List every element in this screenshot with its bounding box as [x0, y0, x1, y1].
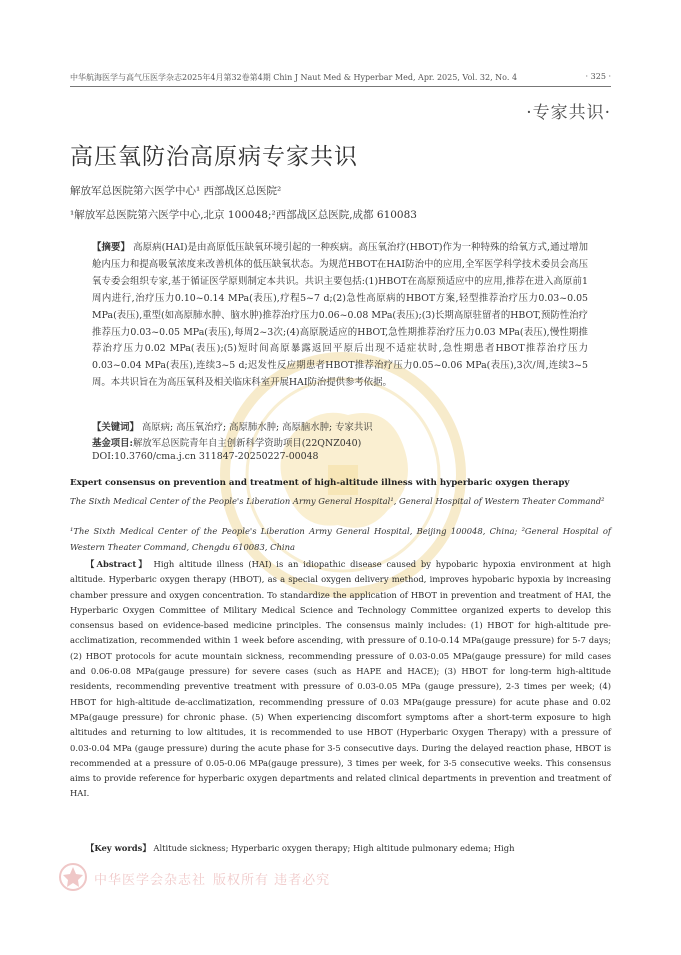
copyright-notice: 版权所有 违者必究: [213, 873, 331, 888]
keywords-en-label: 【Key words】: [86, 843, 151, 853]
keywords-en-text: Altitude sickness; Hyperbaric oxygen therapy; High altitude pulmonary edema; High: [150, 843, 515, 853]
fund-cn-text: 解放军总医院青年自主创新科学资助项目(22QNZ040): [132, 438, 362, 449]
fund-cn: [92, 435, 592, 449]
section-label: ·专家共识·: [526, 103, 611, 123]
doi: DOI:10.3760/cma.j.cn 311847-20250227-00048: [92, 451, 319, 462]
affiliation-cn: ¹解放军总医院第六医学中心,北京 100048;²西部战区总医院,成都 610083: [70, 209, 417, 221]
fund-cn-label: 基金项目:: [92, 438, 133, 449]
authors-en: The Sixth Medical Center of the People's Liberation Army General Hospital¹, General Hospital of Western Theater Command²: [70, 496, 605, 506]
keywords-cn-label: 【关键词】: [92, 422, 139, 433]
abstract-cn-text: 高原病(HAI)是由高原低压缺氧环境引起的一种疾病。高压氧治疗(HBOT)作为一种特殊的给氧方式,通过增加舱内压力和提高吸氧浓度来改善机体的低压缺氧状态。为规范HBOT在HAI防治中的应用,全军医学科学技术委员会高压氧专委会组织专家,基于循证医学原则制定本共识。共识主要包括:(1)HBOT在高原预适应中的应用,推荐在进入高原前1周内进行,治疗压力0.10~0.14 MPa(表压),疗程5~7 d;(2)急性高原病的HBOT方案,轻型推荐治疗压力0.03~0.05 MPa(表压),重型(如高原肺水肿、脑水肿)推荐治疗压力0.06~0.08 MPa(表压);(3)长期高原驻留者的HBOT,预防性治疗推荐压力0.03~0.05 MPa(表压),每周2~3次;(4)高原脱适应的HBOT,急性期推荐治疗压力0.03 MPa(表压),慢性期推荐治疗压力0.02 MPa(表压);(5)短时间高原暴露返回平原后出现不适症状时,急性期患者HBOT推荐治疗压力0.03~0.04 MPa(表压),连续3~5 d;迟发性反应期患者HBOT推荐治疗压力0.05~0.06 MPa(表压),3次/周,连续3~5周。本共识旨在为高压氧科及相关临床科室开展HAI防治提供参考依据。: [92, 242, 588, 389]
keywords-cn-text: 高原病; 高压氧治疗; 高原肺水肿; 高原脑水肿; 专家共识: [138, 422, 373, 433]
header-divider: [70, 86, 611, 87]
abstract-en: [70, 557, 611, 802]
authors-cn: 解放军总医院第六医学中心¹ 西部战区总医院²: [70, 185, 282, 197]
abstract-cn-label: 【摘要】: [92, 242, 130, 253]
keywords-cn: [92, 419, 592, 433]
publisher-name: 中华医学会杂志社: [94, 873, 207, 888]
abstract-en-label: 【Abstract】: [86, 559, 149, 569]
journal-citation: 中华航海医学与高气压医学杂志2025年4月第32卷第4期 Chin J Naut Med & Hyperbar Med, Apr. 2025, Vol. 32, No. 4: [70, 73, 518, 82]
article-title: 高压氧防治高原病专家共识: [70, 144, 358, 170]
abstract-cn: [92, 240, 588, 392]
page-number: · 325 ·: [585, 72, 611, 81]
publisher-logo: [58, 858, 418, 904]
publisher-emblem-icon: [58, 862, 88, 892]
keywords-en: [86, 842, 616, 854]
affiliation-en: ¹The Sixth Medical Center of the People's Liberation Army General Hospital, Beijing 100048, China; ²General Hospital of Western Theater Command, Chengdu 610083, China: [70, 526, 611, 552]
article-title-en: Expert consensus on prevention and treatment of high-altitude illness with hyperbaric oxygen therapy: [70, 478, 570, 488]
abstract-en-text: High altitude illness (HAI) is an idiopathic disease caused by hypobaric hypoxia environment at high altitude. Hyperbaric oxygen therapy (HBOT), as a special oxygen delivery method, improves hypobaric hypoxia by increasing chamber pressure and oxygen concentration. To standardize the application of HBOT in prevention and treatment of HAI, the Hyperbaric Oxygen Committee of Military Medical Science and Technology Committee organized experts to develop this consensus based on evidence-based medicine principles. The consensus mainly includes: (1) HBOT for high-altitude pre-acclimatization, recommended within 1 week before ascending, with pressure of 0.10-0.14 MPa(gauge pressure) for 5-7 days; (2) HBOT protocols for acute mountain sickness, recommending pressure of 0.03-0.05 MPa(gauge pressure) for mild cases and 0.06-0.08 MPa(gauge pressure) for severe cases (such as HAPE and HACE); (3) HBOT for long-term high-altitude residents, recommending preventive treatment with pressure of 0.03-0.05 MPa (gauge pressure), 2-3 times per week; (4) HBOT for high-altitude de-acclimatization, recommending pressure of 0.03 MPa(gauge pressure) for acute phase and 0.02 MPa(gauge pressure) for chronic phase. (5) When experiencing discomfort symptoms after a short-term exposure to high altitudes and returning to low altitudes, it is recommended to use HBOT (Hyperbaric Oxygen Therapy) with a pressure of 0.03-0.04 MPa (gauge pressure) during the acute phase for 3-5 consecutive days. During the delayed reaction phase, HBOT is recommended at a pressure of 0.05-0.06 MPa(gauge pressure), 3 times per week, for 3-5 consecutive weeks. This consensus aims to provide reference for hyperbaric oxygen departments and related clinical departments in prevention and treatment of HAI.: [70, 559, 611, 799]
